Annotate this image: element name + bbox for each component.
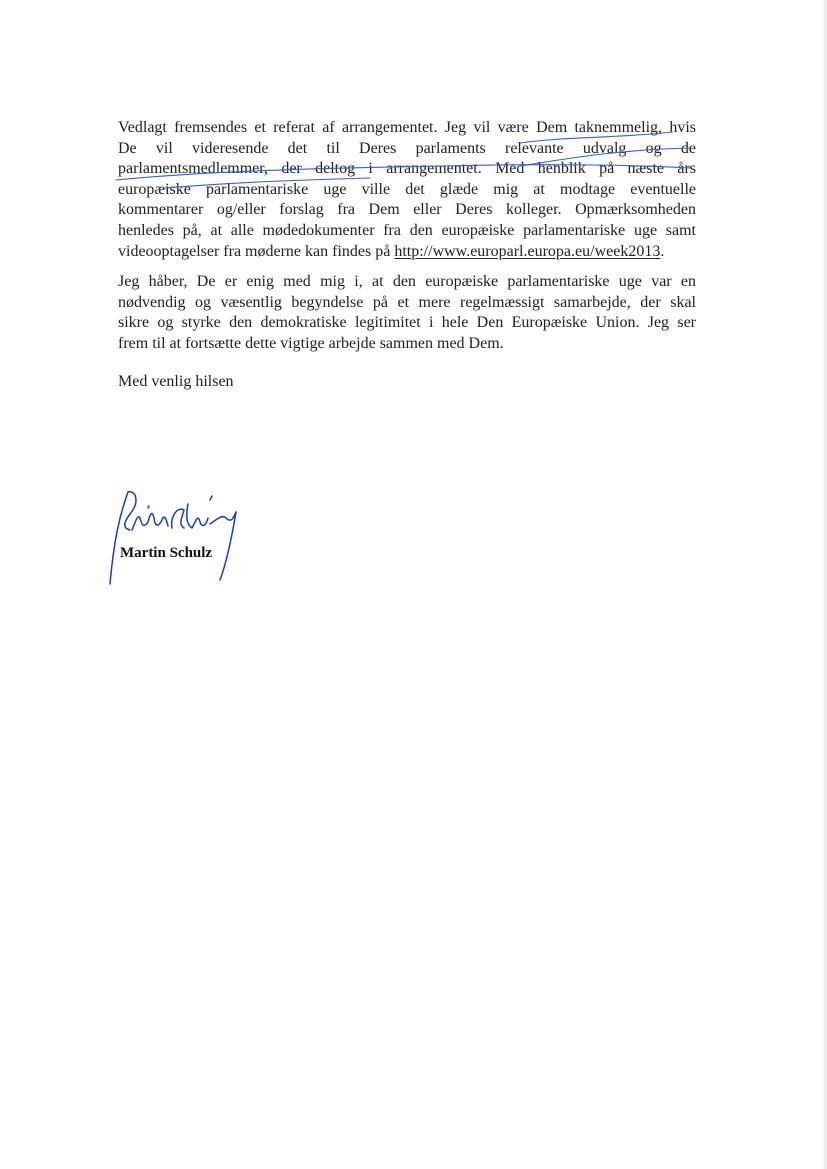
text-line: nødvendig og væsentlig begyndelse på et mere regelmæssigt samarbejde, der skal <box>118 293 696 311</box>
text-line-with-link <box>118 242 696 263</box>
text-line: kommentarer og/eller forslag fra Dem eller Deres kolleger. Opmærksomheden <box>118 201 696 219</box>
text-line: parlamentsmedlemmer, der deltog i arrangementet. Med henblik på næste års <box>118 160 696 178</box>
signer-name: Martin Schulz <box>120 545 213 561</box>
page-edge-shadow <box>821 0 827 1169</box>
text-line: frem til at fortsætte dette vigtige arbejde sammen med Dem. <box>118 334 504 352</box>
closing-salutation <box>118 372 696 393</box>
handwritten-signature <box>100 484 245 594</box>
text-line: Vedlagt fremsendes et referat af arrangementet. Jeg vil være Dem taknemmelig, hvis <box>118 119 696 136</box>
paragraph-attachment-note <box>118 118 696 262</box>
text-line: Med venlig hilsen <box>118 373 234 390</box>
paragraph-hope-note <box>118 272 696 354</box>
text-line: Jeg håber, De er enig med mig i, at den europæiske parlamentariske uge var en <box>118 273 696 290</box>
europarl-week-link[interactable]: http://www.europarl.europa.eu/week2013 <box>394 242 661 260</box>
text-line: europæiske parlamentariske uge ville det glæde mig at modtage eventuelle <box>118 180 696 198</box>
text-line: henledes på, at alle mødedokumenter fra den europæiske parlamentariske uge samt <box>118 221 696 239</box>
text-line: De vil videresende det til Deres parlaments relevante udvalg og de <box>118 139 696 157</box>
text-fragment: . <box>660 242 665 260</box>
text-line: sikre og styrke den demokratiske legitimitet i hele Den Europæiske Union. Jeg ser <box>118 314 696 332</box>
text-fragment: videooptagelser fra møderne kan findes på <box>118 242 395 260</box>
